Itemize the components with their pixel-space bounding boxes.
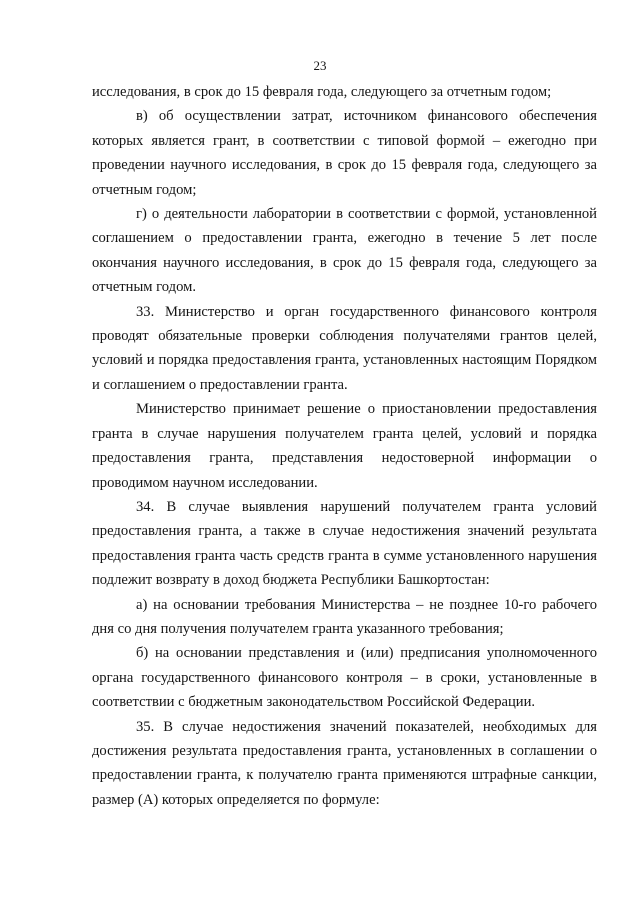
paragraph-33: 33. Министерство и орган государственного финансового контроля проводят обязательные проверки соблюдения получателями грантов целей, условий и порядка предоставления гранта, установленных настоящим Порядком и соглашением о предоставлении гранта. — [92, 303, 597, 393]
paragraph-continuation: исследования, в срок до 15 февраля года, следующего за отчетным годом; — [92, 84, 552, 100]
paragraph-item-v: в) об осуществлении затрат, источником финансового обеспечения которых является грант, в соответствии с типовой формой – ежегодно при проведении научного исследования, в срок до 15 февраля года, следующего за отчетным годом; — [92, 108, 597, 198]
document-body — [92, 80, 597, 812]
paragraph-33-decision: Министерство принимает решение о приостановлении предоставления гранта в случае нарушения получателем гранта целей, условий и порядка предоставления гранта, представления недостоверной информации о проводимом научном исследовании. — [92, 401, 597, 491]
paragraph-35: 35. В случае недостижения значений показателей, необходимых для достижения результата предоставления гранта, установленных в соглашении о предоставлении гранта, к получателю гранта применяются штрафные санкции, размер (А) которых определяется по формуле: — [92, 718, 597, 808]
paragraph-34: 34. В случае выявления нарушений получателем гранта условий предоставления гранта, а также в случае недостижения значений результата предоставления гранта часть средств гранта в сумме установленного нарушения подлежит возврату в доход бюджета Республики Башкортостан: — [92, 498, 597, 589]
paragraph-item-g: г) о деятельности лаборатории в соответствии с формой, установленной соглашением о предоставлении гранта, ежегодно в течение 5 лет после окончания научного исследования, в срок до 15 февраля года, следующего за отчетным годом. — [92, 206, 597, 296]
paragraph-34-item-b: б) на основании представления и (или) предписания уполномоченного органа государственного финансового контроля – в сроки, установленные в соответствии с бюджетным законодательством Российской Федерации. — [92, 645, 597, 711]
page-number: 23 — [313, 58, 327, 73]
paragraph-34-item-a: а) на основании требования Министерства – не позднее 10-го рабочего дня со дня получения получателем гранта указанного требования; — [92, 596, 597, 637]
